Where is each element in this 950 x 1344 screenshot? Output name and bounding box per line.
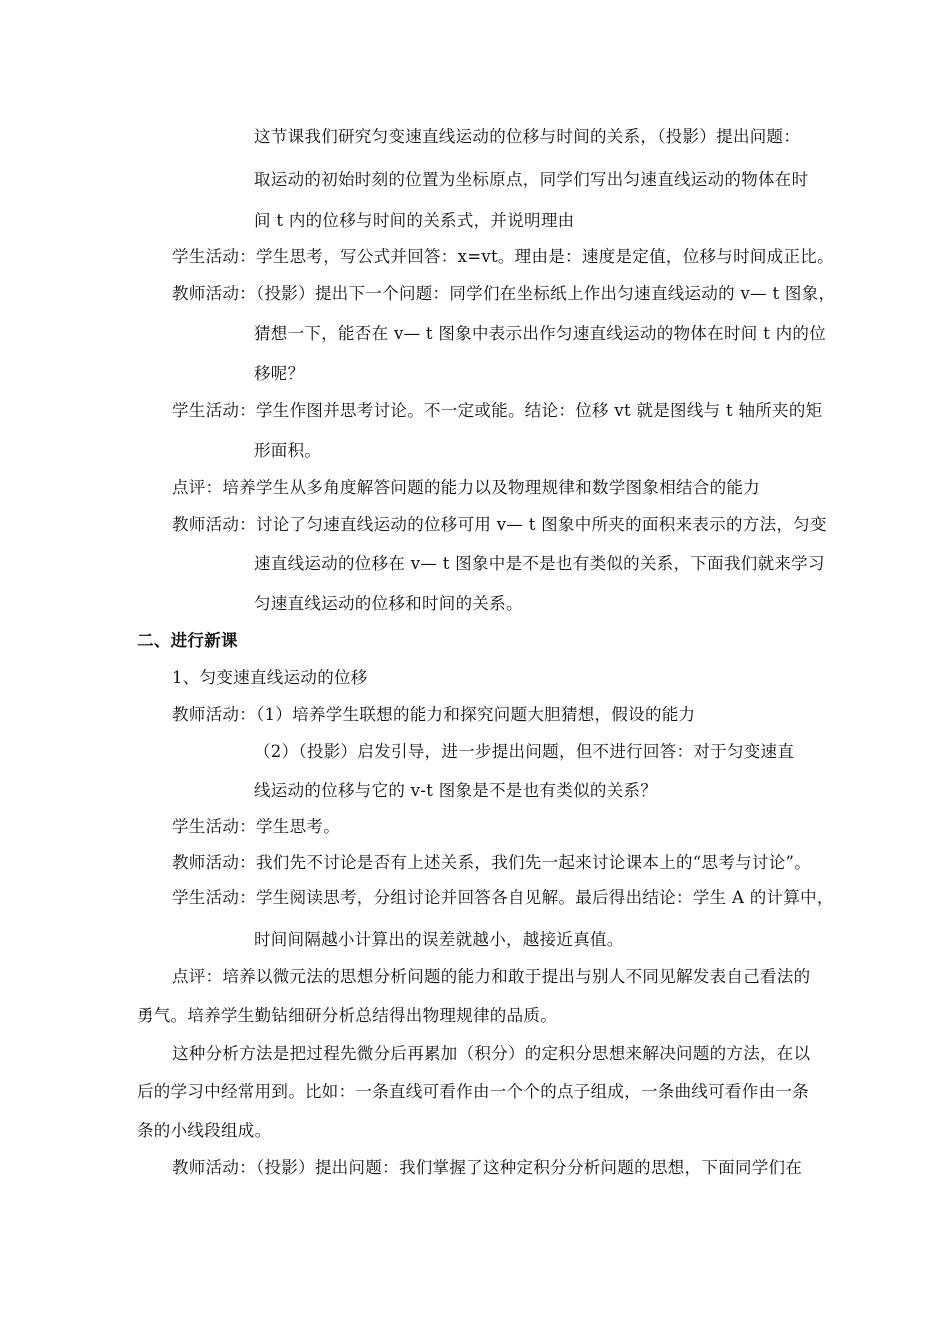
text-line: 这节课我们研究匀变速直线运动的位移与时间的关系，（投影）提出问题： [254, 127, 801, 146]
text-line: 勇气。培养学生勤钻细研分析总结得出物理规律的品质。 [137, 1006, 557, 1025]
text-line: 学生活动：学生作图并思考讨论。不一定或能。结论：位移 vt 就是图线与 t 轴所夹的矩 [172, 401, 823, 420]
text-line: 教师活动：（投影）提出问题：我们掌握了这种定积分分析问题的思想，下面同学们在 [172, 1158, 803, 1177]
text-line: 教师活动：（投影）提出下一个问题：同学们在坐标纸上作出匀速直线运动的 v— t 图象， [172, 284, 836, 303]
text-line: 后的学习中经常用到。比如：一条直线可看作由一个个的点子组成，一条曲线可看作由一条 [137, 1082, 809, 1101]
text-line: 移呢？ [254, 364, 305, 383]
text-line: 线运动的位移与它的 v-t 图象是不是也有类似的关系？ [254, 781, 658, 800]
text-line: 间 t 内的位移与时间的关系式，并说明理由 [254, 211, 575, 230]
text-line: 形面积。 [254, 441, 322, 460]
text-line: 教师活动：我们先不讨论是否有上述关系，我们先一起来讨论课本上的“思考与讨论”。 [172, 853, 812, 872]
text-line: 时间间隔越小计算出的误差就越小，越接近真值。 [254, 930, 624, 949]
section-heading: 二、进行新课 [137, 631, 238, 650]
text-line: 猜想一下，能否在 v— t 图象中表示出作匀速直线运动的物体在时间 t 内的位 [254, 324, 827, 343]
text-line: 学生活动：学生思考。 [172, 817, 340, 836]
text-line: 速直线运动的位移在 v— t 图象中是不是也有类似的关系，下面我们就来学习 [254, 554, 825, 573]
subsection-heading: 1、匀变速直线运动的位移 [172, 668, 368, 687]
text-line: 教师活动：（1）培养学生联想的能力和探究问题大胆猜想，假设的能力 [172, 705, 696, 724]
text-line: 学生活动：学生阅读思考，分组讨论并回答各自见解。最后得出结论：学生 A 的计算中， [172, 888, 834, 907]
text-line: 学生活动：学生思考，写公式并回答：x=vt。理由是：速度是定值，位移与时间成正比。 [172, 247, 834, 266]
text-line: 条的小线段组成。 [137, 1121, 272, 1140]
commentary-line: 点评：培养学生从多角度解答问题的能力以及物理规律和数学图象相结合的能力 [172, 478, 760, 497]
commentary-line: 点评：培养以微元法的思想分析问题的能力和敢于提出与别人不同见解发表自己看法的 [172, 967, 811, 986]
text-line: 取运动的初始时刻的位置为坐标原点，同学们写出匀速直线运动的物体在时 [254, 170, 809, 189]
text-line: 教师活动：讨论了匀速直线运动的位移可用 v— t 图象中所夹的面积来表示的方法，匀变 [172, 515, 827, 534]
text-line: 这种分析方法是把过程先微分后再累加（积分）的定积分思想来解决问题的方法，在以 [172, 1044, 811, 1063]
text-line: 匀速直线运动的位移和时间的关系。 [254, 594, 523, 613]
text-line: （2）（投影）启发引导，进一步提出问题，但不进行回答：对于匀变速直 [254, 742, 795, 761]
